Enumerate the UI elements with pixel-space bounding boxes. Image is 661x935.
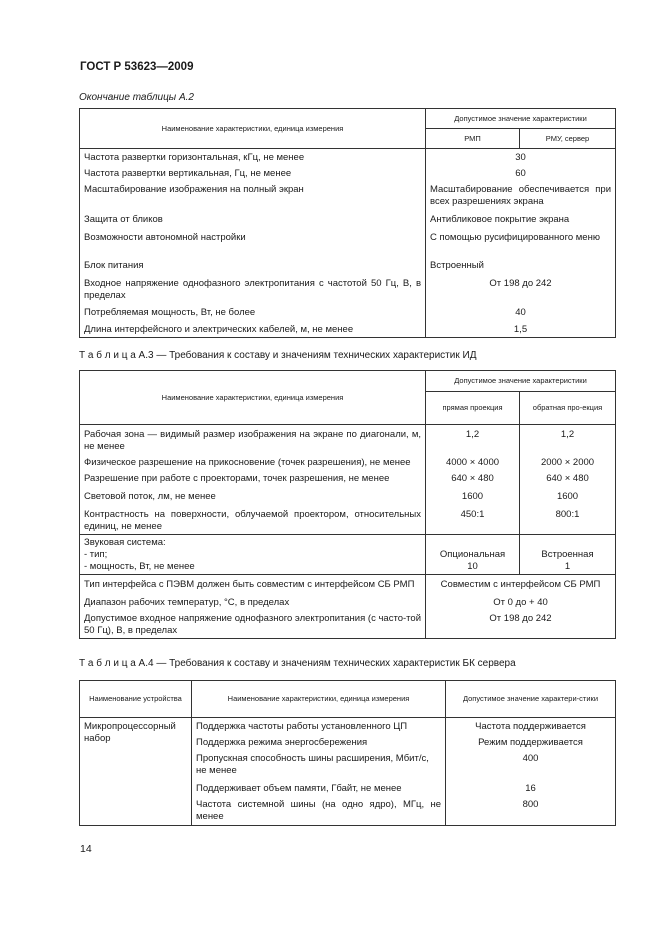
row-name: Частота системной шины (на одно ядро), МГц, не менее: [192, 796, 446, 826]
table-a3-header-name: Наименование характеристики, единица измерения: [80, 371, 426, 425]
page-number: 14: [80, 843, 92, 855]
row-value: 400: [446, 750, 616, 778]
row-value: 40: [426, 303, 616, 320]
row-value-rear: 2000 × 2000: [520, 454, 616, 470]
table-a2: [79, 108, 616, 338]
table-row: [80, 181, 616, 209]
table-a3-header-rear: обратная про-екция: [520, 392, 616, 425]
sound-power-label: - мощность, Вт, не менее: [84, 561, 195, 572]
table-row: [80, 504, 616, 535]
sound-title: Звуковая система:: [84, 537, 166, 548]
row-value-direct: 1,2: [426, 425, 520, 455]
row-value: Антибликовое покрытие экрана: [426, 209, 616, 227]
row-value-direct: 640 × 480: [426, 470, 520, 486]
table-a3-header-value: Допустимое значение характеристики: [426, 371, 616, 392]
row-value-rear: 1600: [520, 486, 616, 504]
table-a3-header-direct: прямая проекция: [426, 392, 520, 425]
table-a4-header-value: Допустимое значение характери-стики: [446, 681, 616, 718]
document-header: ГОСТ Р 53623—2009: [80, 61, 194, 73]
table-a4: [79, 680, 616, 826]
table-row: [80, 303, 616, 320]
table-a4-header-name: Наименование характеристики, единица измерения: [192, 681, 446, 718]
table-row: [80, 209, 616, 227]
table-row: [80, 425, 616, 455]
row-value: 16: [446, 778, 616, 796]
row-name: Диапазон рабочих температур, °С, в пределах: [80, 592, 426, 610]
table-row: [80, 486, 616, 504]
sound-direct-power: 10: [467, 561, 478, 572]
row-name: Пропускная способность шины расширения, Мбит/с, не менее: [192, 750, 446, 778]
sound-rear-power: 1: [564, 561, 571, 572]
sound-rear-cell: [520, 535, 616, 575]
table-row-sound: [80, 535, 616, 575]
row-name: Блок питания: [80, 257, 426, 273]
row-value: 30: [426, 149, 616, 166]
row-value-direct: 1600: [426, 486, 520, 504]
table-row: [80, 454, 616, 470]
row-value-direct: 450:1: [426, 504, 520, 535]
row-name: Рабочая зона — видимый размер изображения на экране по диагонали, м, не менее: [80, 425, 426, 455]
row-name: Поддержка частоты работы установленного ЦП: [192, 718, 446, 735]
row-value: От 198 до 242: [426, 610, 616, 639]
table-a4-header-device: Наименование устройства: [80, 681, 192, 718]
device-name: Микропроцессорный набор: [80, 718, 192, 826]
table-row: [80, 273, 616, 303]
row-name: Защита от бликов: [80, 209, 426, 227]
table-row: [80, 592, 616, 610]
table-a2-header-rmu: РМУ, сервер: [520, 129, 616, 149]
row-name: Длина интерфейсного и электрических кабелей, м, не менее: [80, 320, 426, 338]
table-a2-header-rmp: РМП: [426, 129, 520, 149]
sound-direct-cell: [426, 535, 520, 575]
table-a2-caption: Окончание таблицы А.2: [79, 92, 194, 103]
table-row: [80, 610, 616, 639]
table-row: [80, 575, 616, 593]
row-value-rear: 1,2: [520, 425, 616, 455]
row-value: 60: [426, 165, 616, 181]
row-name: Поддерживает объем памяти, Гбайт, не менее: [192, 778, 446, 796]
row-value: 800: [446, 796, 616, 826]
sound-rear-type: Встроенная: [541, 549, 594, 560]
sound-system-cell: [80, 535, 426, 575]
row-name: Входное напряжение однофазного электропитания с частотой 50 Гц, В, в пределах: [80, 273, 426, 303]
table-row: [80, 257, 616, 273]
table-a4-caption: Т а б л и ц а А.4 — Требования к составу и значениям технических характеристик БК сервера: [79, 658, 516, 669]
table-row: [80, 149, 616, 166]
row-value-direct: 4000 × 4000: [426, 454, 520, 470]
row-name: Разрешение при работе с проекторами, точек разрешения, не менее: [80, 470, 426, 486]
table-row: [80, 470, 616, 486]
row-value: 1,5: [426, 320, 616, 338]
row-value: Встроенный: [426, 257, 616, 273]
table-a2-header-value: Допустимое значение характеристики: [426, 109, 616, 129]
table-row: [80, 718, 616, 735]
row-name: Контрастность на поверхности, облучаемой проектором, относительных единиц, не менее: [80, 504, 426, 535]
row-value: От 0 до + 40: [426, 592, 616, 610]
row-name: Световой поток, лм, не менее: [80, 486, 426, 504]
row-name: Возможности автономной настройки: [80, 227, 426, 245]
table-spacer: [80, 245, 616, 257]
row-value: С помощью русифицированного меню: [426, 227, 616, 245]
row-name: Физическое разрешение на прикосновение (точек разрешения), не менее: [80, 454, 426, 470]
row-name: Допустимое входное напряжение однофазного электропитания (с часто-той 50 Гц), В, в пределах: [80, 610, 426, 639]
table-row: [80, 227, 616, 245]
row-value: Совместим с интерфейсом СБ РМП: [426, 575, 616, 593]
table-a3: [79, 370, 616, 639]
row-value-rear: 800:1: [520, 504, 616, 535]
table-a3-caption: Т а б л и ц а А.3 — Требования к составу и значениям технических характеристик ИД: [79, 350, 477, 361]
row-value: Частота поддерживается: [446, 718, 616, 735]
row-name: Частота развертки вертикальная, Гц, не менее: [80, 165, 426, 181]
row-value: Масштабирование обеспечивается при всех разрешениях экрана: [426, 181, 616, 209]
table-a2-header-name: Наименование характеристики, единица измерения: [80, 109, 426, 149]
table-row: [80, 165, 616, 181]
table-row: [80, 320, 616, 338]
sound-type-label: - тип;: [84, 549, 108, 560]
row-name: Поддержка режима энергосбережения: [192, 734, 446, 750]
row-value-rear: 640 × 480: [520, 470, 616, 486]
row-value: Режим поддерживается: [446, 734, 616, 750]
row-name: Потребляемая мощность, Вт, не более: [80, 303, 426, 320]
row-value: От 198 до 242: [426, 273, 616, 303]
sound-direct-type: Опциональная: [439, 549, 506, 560]
row-name: Масштабирование изображения на полный экран: [80, 181, 426, 209]
row-name: Частота развертки горизонтальная, кГц, не менее: [80, 149, 426, 166]
row-name: Тип интерфейса с ПЭВМ должен быть совместим с интерфейсом СБ РМП: [80, 575, 426, 593]
